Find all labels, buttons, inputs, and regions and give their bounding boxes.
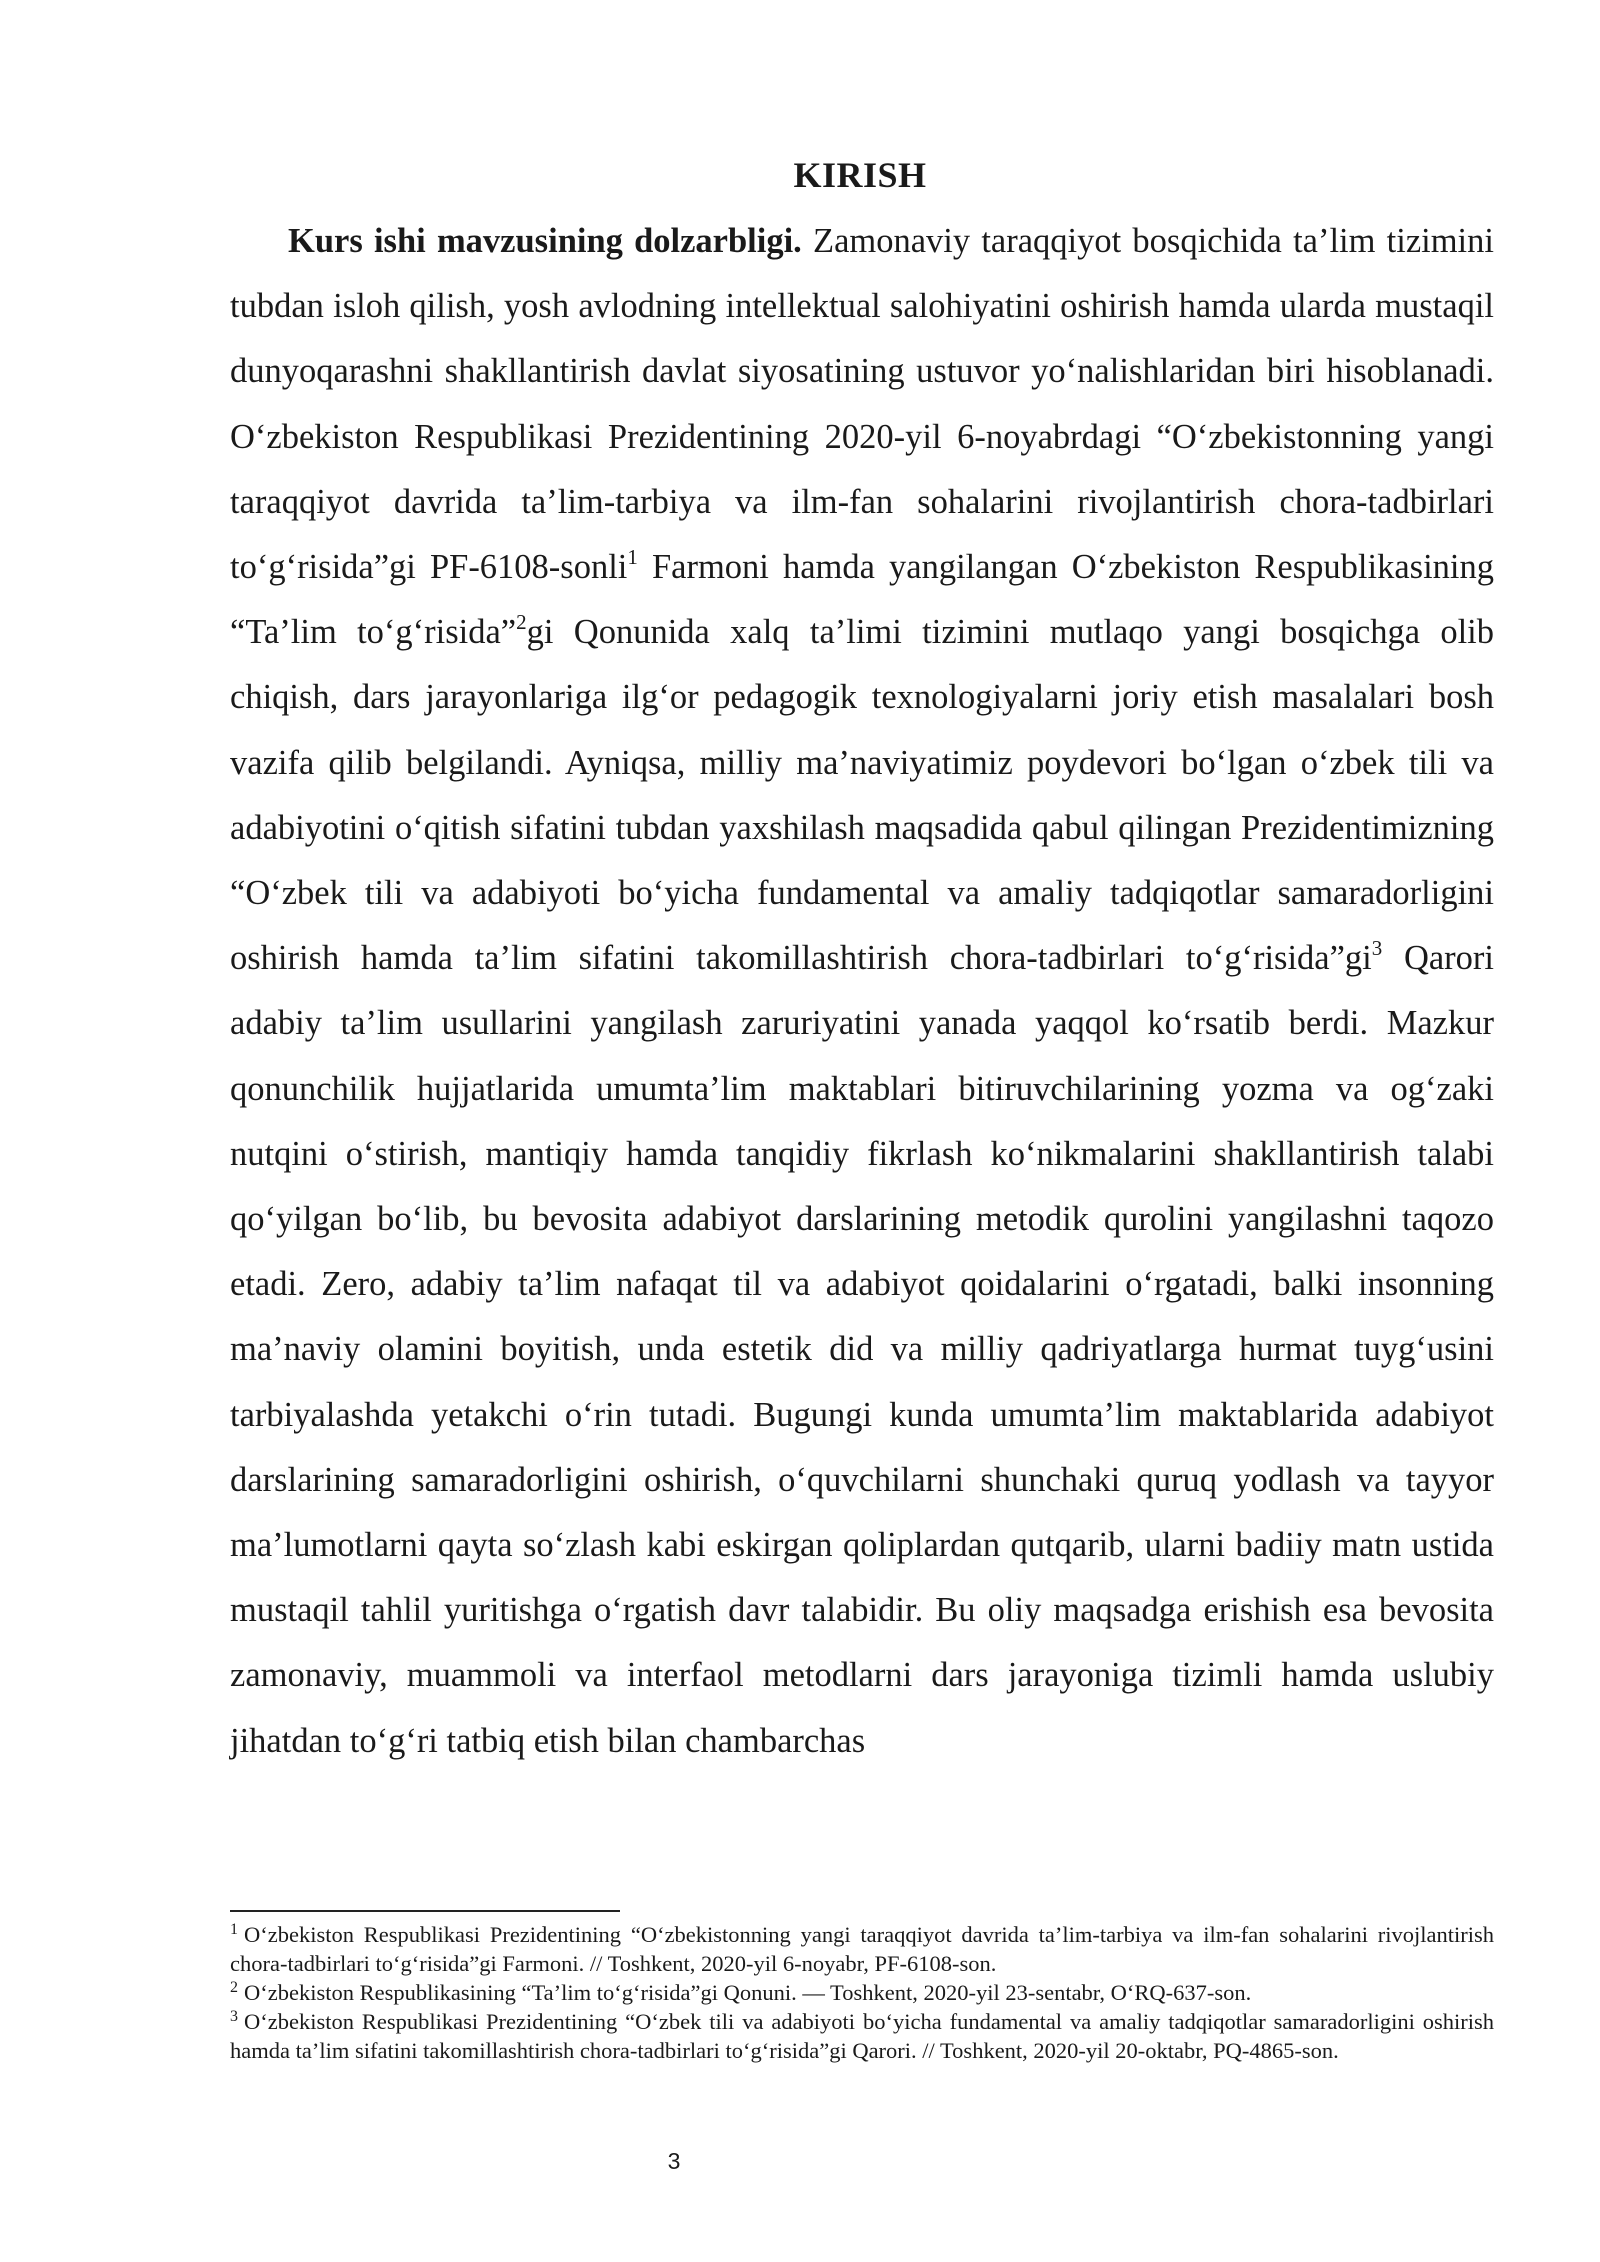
paragraph-text-part-2: Farmoni hamda yangilangan O‘zbekiston Respublikasining “Ta’lim to‘g‘risida” xyxy=(230,548,1494,652)
footnote-separator xyxy=(230,1910,620,1912)
footnote-text: O‘zbekiston Respublikasi Prezidentining “O‘zbek tili va adabiyoti bo‘yicha fundamental va amaliy tadqiqotlar samaradorligini oshirish hamda ta’lim sifatini takomillashtirish chora-tadbirlari to‘g‘risida”gi Qarori. // Toshkent, 2020-yil 20-oktabr, PQ-4865-son. xyxy=(230,2009,1494,2063)
footnote-number: 1 xyxy=(230,1920,238,1938)
paragraph-text-part-3: gi Qonunida xalq ta’limi tizimini mutlaqo yangi bosqichga olib chiqish, dars jarayonlariga ilg‘or pedagogik texnologiyalarni joriy etish masalalari bosh vazifa qilib belgilandi. Ayniqsa, milliy ma’naviyatimiz poydevori bo‘lgan o‘zbek tili va adabiyotini o‘qitish sifatini tubdan yaxshilash maqsadida qabul qilingan Prezidentimizning “O‘zbek tili va adabiyoti bo‘yicha fundamental va amaliy tadqiqotlar samaradorligini oshirish hamda ta’lim sifatini takomillashtirish chora-tadbirlari to‘g‘risida”gi xyxy=(230,613,1494,978)
footnote-text: O‘zbekiston Respublikasining “Ta’lim to‘g‘risida”gi Qonuni. — Toshkent, 2020-yil 23-sentabr, O‘RQ-637-son. xyxy=(244,1980,1252,2005)
footnote-number: 2 xyxy=(230,1978,238,1996)
footnote-ref-1[interactable]: 1 xyxy=(627,544,638,569)
body-paragraph xyxy=(230,209,1494,1774)
footnote-number: 3 xyxy=(230,2007,238,2025)
page-number: 3 xyxy=(667,2148,681,2174)
paragraph-text-part-1: Zamonaviy taraqqiyot bosqichida ta’lim tizimini tubdan isloh qilish, yosh avlodning intellektual salohiyatini oshirish hamda ularda mustaqil dunyoqarashni shakllantirish davlat siyosatining ustuvor yo‘nalishlaridan biri hisoblanadi. O‘zbekiston Respublikasi Prezidentining 2020-yil 6-noyabrdagi “O‘zbekistonning yangi taraqqiyot davrida ta’lim-tarbiya va ilm-fan sohalarini rivojlantirish chora-tadbirlari to‘g‘risida”gi PF-6108-sonli xyxy=(230,222,1494,587)
footnote-text: O‘zbekiston Respublikasi Prezidentining “O‘zbekistonning yangi taraqqiyot davrida ta’lim-tarbiya va ilm-fan sohalarini rivojlantirish chora-tadbirlari to‘g‘risida”gi Farmoni. // Toshkent, 2020-yil 6-noyabr, PF-6108-son. xyxy=(230,1922,1494,1976)
section-heading: KIRISH xyxy=(793,155,927,195)
footnote-ref-3[interactable]: 3 xyxy=(1371,935,1383,960)
paragraph-text-part-4: Qarori adabiy ta’lim usullarini yangilash zaruriyatini yanada yaqqol ko‘rsatib berdi. Mazkur qonunchilik hujjatlarida umumta’lim maktablari bitiruvchilarining yozma va og‘zaki nutqini o‘stirish, mantiqiy hamda tanqidiy fikrlash ko‘nikmalarini shakllantirish talabi qo‘yilgan bo‘lib, bu bevosita adabiyot darslarining metodik qurolini yangilashni taqozo etadi. Zero, adabiy ta’lim nafaqat til va adabiyot qoidalarini o‘rgatadi, balki insonning ma’naviy olamini boyitish, unda estetik did va milliy qadriyatlarga hurmat tuyg‘usini tarbiyalashda yetakchi o‘rin tutadi. Bugungi kunda umumta’lim maktablarida adabiyot darslarining samaradorligini oshirish, o‘quvchilarni shunchaki quruq yodlash va tayyor ma’lumotlarni qayta so‘zlash kabi eskirgan qoliplardan qutqarib, ularni badiiy matn ustida mustaqil tahlil yuritishga o‘rgatish davr talabidir. Bu oliy maqsadga erishish esa bevosita zamonaviy, muammoli va interfaol metodlarni dars jarayoniga tizimli hamda uslubiy jihatdan to‘g‘ri tatbiq etish bilan chambarchas xyxy=(230,939,1494,1760)
footnote-2 xyxy=(230,1978,1494,2007)
footnote-1 xyxy=(230,1920,1494,1978)
footnote-3 xyxy=(230,2007,1494,2065)
footnotes-section xyxy=(230,1920,1494,2065)
footnote-ref-2[interactable]: 2 xyxy=(516,609,527,634)
lead-bold-text: Kurs ishi mavzusining dolzarbligi. xyxy=(288,222,802,260)
